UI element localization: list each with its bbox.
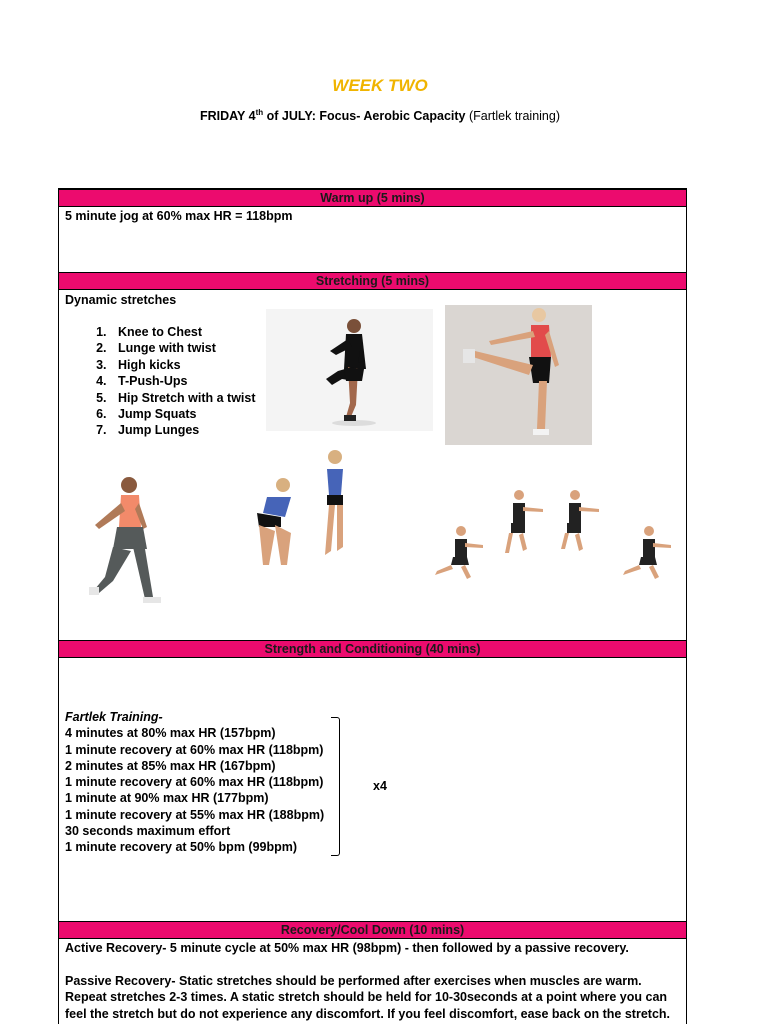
stretch-item: 4. T-Push-Ups <box>110 373 265 389</box>
fartlek-title-suffix: - <box>158 710 163 724</box>
stretch-item: 1. Knee to Chest <box>110 324 265 340</box>
fartlek-title: Fartlek Training <box>65 710 159 724</box>
knee-to-chest-figure <box>266 309 433 431</box>
repeat-count: x4 <box>373 779 387 793</box>
date-focus: of JULY: Focus- Aerobic Capacity <box>263 109 466 124</box>
active-recovery-text: Active Recovery- 5 minute cycle at 50% max HR (98bpm) - then followed by a passive recovery. <box>65 941 629 955</box>
stretch-item: 2. Lunge with twist <box>110 340 265 356</box>
strength-heading: Strength and Conditioning (40 mins) <box>59 640 686 658</box>
knee-to-chest-photo <box>266 309 433 431</box>
lunge-twist-figure <box>73 473 186 616</box>
warmup-heading: Warm up (5 mins) <box>59 189 686 207</box>
repeat-brace <box>331 717 340 856</box>
fartlek-line: 1 minute recovery at 50% bpm (99bpm) <box>65 840 298 855</box>
session-table <box>58 188 687 1024</box>
passive-recovery-text: Passive Recovery- Static stretches should be performed after exercises when muscles are warm. Repeat stretches 2-3 times. A static stretch should be held for 10-30seconds at a point where you can feel the stretch but do not experience any discomfort. If you feel discomfort, ease back on the stretch. <box>65 974 670 1021</box>
fartlek-line: 4 minutes at 80% max HR (157bpm) <box>65 726 276 741</box>
recovery-heading: Recovery/Cool Down (10 mins) <box>59 921 686 939</box>
jump-lunges-sequence-photo <box>425 487 685 587</box>
day-label: FRIDAY 4 <box>200 109 256 124</box>
high-kick-photo <box>445 305 592 445</box>
fartlek-line: 2 minutes at 85% max HR (167bpm) <box>65 758 276 773</box>
stretch-item: 7. Jump Lunges <box>110 422 265 438</box>
fartlek-line: 1 minute recovery at 55% max HR (188bpm) <box>65 807 325 822</box>
lunge-twist-photo <box>73 473 186 616</box>
fartlek-line: 30 seconds maximum effort <box>65 824 231 839</box>
fartlek-line: 1 minute recovery at 60% max HR (118bpm) <box>65 742 324 757</box>
jump-squat-photo <box>247 447 357 577</box>
stretching-heading: Stretching (5 mins) <box>59 272 686 290</box>
warmup-text: 5 minute jog at 60% max HR = 118bpm <box>65 209 293 223</box>
high-kick-figure <box>445 305 592 445</box>
stretching-intro: Dynamic stretches <box>65 293 177 307</box>
stretch-list-container <box>65 324 265 439</box>
fartlek-line: 1 minute recovery at 60% max HR (118bpm) <box>65 775 324 790</box>
fartlek-block <box>65 709 324 856</box>
stretch-item: 6. Jump Squats <box>110 406 265 422</box>
jump-squat-figure <box>247 447 357 577</box>
day-suffix: th <box>255 108 264 117</box>
jump-lunges-figures <box>425 487 685 587</box>
fartlek-line: 1 minute at 90% max HR (177bpm) <box>65 791 269 806</box>
week-title: WEEK TWO <box>332 76 428 95</box>
stretch-item: 5. Hip Stretch with a twist <box>110 390 265 406</box>
training-method: (Fartlek training) <box>465 109 560 124</box>
stretch-item: 3. High kicks <box>110 357 265 373</box>
stretch-list <box>65 324 265 439</box>
session-subtitle <box>0 108 760 123</box>
